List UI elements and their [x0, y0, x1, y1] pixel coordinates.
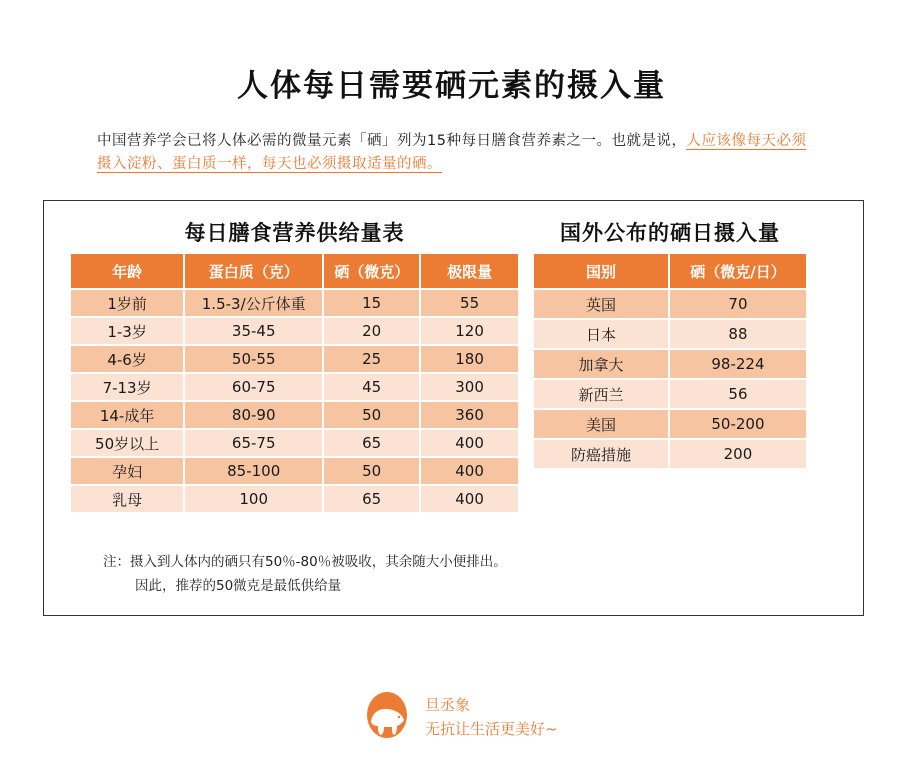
col-limit: 极限量: [420, 253, 519, 289]
cell: 65: [323, 485, 420, 513]
table-header-row: [533, 253, 807, 289]
cell: 7-13岁: [70, 373, 184, 401]
cell: 50-55: [184, 345, 323, 373]
cell: 50: [323, 401, 420, 429]
table-row: [70, 485, 519, 513]
cell: 日本: [533, 319, 669, 349]
col-selenium: 硒（微克）: [323, 253, 420, 289]
cell: 英国: [533, 289, 669, 319]
table2-title: 国外公布的硒日摄入量: [560, 221, 780, 245]
cell: 180: [420, 345, 519, 373]
table-row: [533, 439, 807, 469]
cell: 乳母: [70, 485, 184, 513]
cell: 防癌措施: [533, 439, 669, 469]
table-row: [533, 289, 807, 319]
intro-text: 中国营养学会已将人体必需的微量元素「硒」列为15种每日膳食营养素之一。也就是说，: [97, 133, 687, 149]
table-row: [70, 401, 519, 429]
intro-paragraph: [97, 130, 812, 176]
cell: 65: [323, 429, 420, 457]
table-row: [533, 349, 807, 379]
cell: 25: [323, 345, 420, 373]
cell: 35-45: [184, 317, 323, 345]
cell: 55: [420, 289, 519, 317]
table-row: [70, 345, 519, 373]
daily-intake-table: [69, 252, 520, 514]
cell: 400: [420, 457, 519, 485]
table-row: [70, 289, 519, 317]
cell: 80-90: [184, 401, 323, 429]
elephant-egg-icon: [366, 690, 408, 738]
cell: 50岁以上: [70, 429, 184, 457]
brand-name: 旦丞象: [425, 696, 471, 714]
cell: 45: [323, 373, 420, 401]
page-title: 人体每日需要硒元素的摄入量: [237, 68, 666, 104]
col-protein: 蛋白质（克）: [184, 253, 323, 289]
cell: 14-成年: [70, 401, 184, 429]
cell: 98-224: [669, 349, 807, 379]
cell: 400: [420, 485, 519, 513]
foreign-intake-table: [532, 252, 808, 470]
col-selenium-daily: 硒（微克/日）: [669, 253, 807, 289]
brand-block: [425, 693, 558, 741]
cell: 400: [420, 429, 519, 457]
cell: 60-75: [184, 373, 323, 401]
cell: 70: [669, 289, 807, 319]
cell: 85-100: [184, 457, 323, 485]
col-country: 国别: [533, 253, 669, 289]
intro-highlight: 人应该像每天必须摄入淀粉、蛋白质一样，每天也必须摄取适量的硒。: [97, 133, 807, 172]
cell: 360: [420, 401, 519, 429]
table-row: [70, 457, 519, 485]
cell: 88: [669, 319, 807, 349]
table-row: [70, 373, 519, 401]
cell: 美国: [533, 409, 669, 439]
cell: 65-75: [184, 429, 323, 457]
cell: 4-6岁: [70, 345, 184, 373]
cell: 50-200: [669, 409, 807, 439]
cell: 1-3岁: [70, 317, 184, 345]
cell: 15: [323, 289, 420, 317]
footnote-line-1: 注：摄入到人体内的硒只有50％-80％被吸收，其余随大小便排出。: [103, 554, 507, 570]
table-header-row: [70, 253, 519, 289]
footnote: [103, 550, 507, 598]
cell: 100: [184, 485, 323, 513]
cell: 20: [323, 317, 420, 345]
table-row: [70, 317, 519, 345]
footnote-line-2: 因此，推荐的50微克是最低供给量: [135, 578, 342, 594]
table-row: [533, 379, 807, 409]
table1-title: 每日膳食营养供给量表: [184, 221, 405, 245]
table-row: [533, 409, 807, 439]
cell: 新西兰: [533, 379, 669, 409]
cell: 300: [420, 373, 519, 401]
col-age: 年龄: [70, 253, 184, 289]
cell: 1岁前: [70, 289, 184, 317]
cell: 加拿大: [533, 349, 669, 379]
cell: 50: [323, 457, 420, 485]
cell: 200: [669, 439, 807, 469]
table-row: [70, 429, 519, 457]
table-row: [533, 319, 807, 349]
cell: 56: [669, 379, 807, 409]
cell: 孕妇: [70, 457, 184, 485]
brand-slogan: 无抗让生活更美好~: [425, 720, 558, 738]
cell: 120: [420, 317, 519, 345]
cell: 1.5-3/公斤体重: [184, 289, 323, 317]
